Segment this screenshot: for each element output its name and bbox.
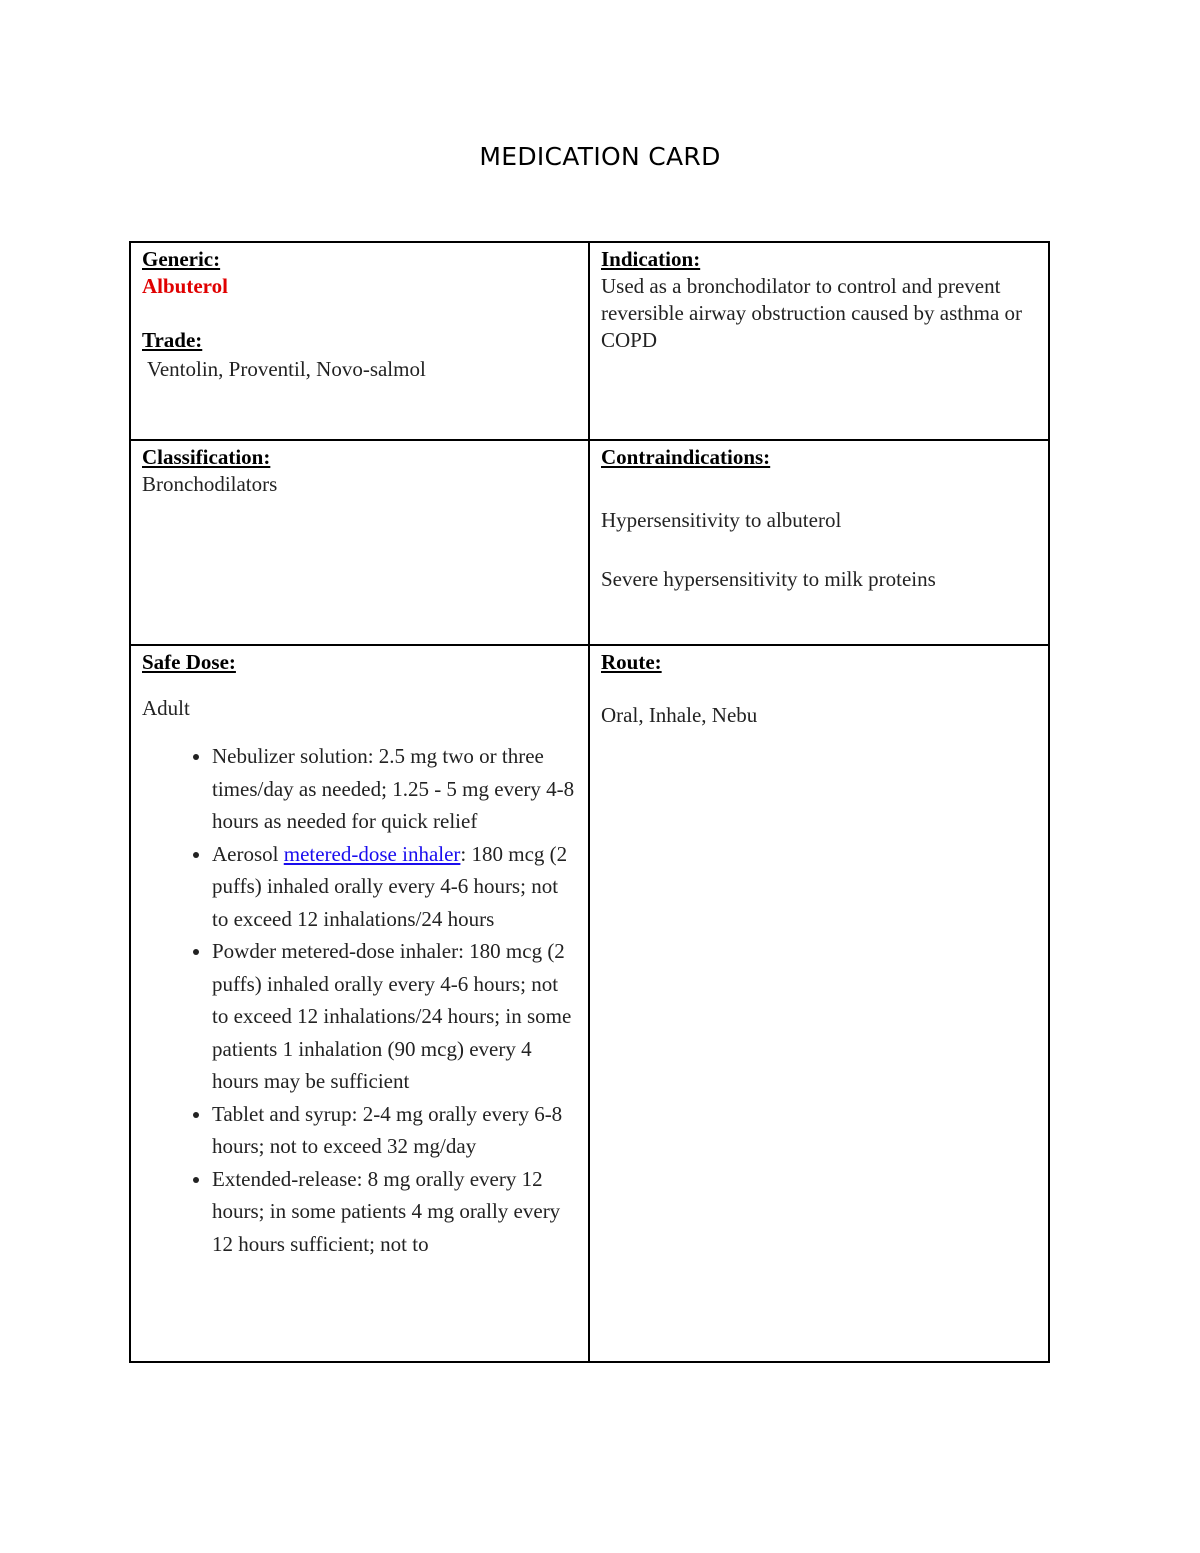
metered-dose-inhaler-link[interactable]: metered-dose inhaler: [283, 841, 461, 866]
indication-label: Indication:: [601, 247, 701, 271]
classification-value: Bronchodilators: [142, 472, 278, 496]
dose-item: [212, 838, 578, 936]
route-label: Route:: [601, 650, 662, 674]
generic-trade-cell: [130, 242, 589, 440]
classification-label: Classification:: [142, 445, 271, 469]
trade-label: Trade:: [142, 328, 203, 352]
safe-dose-label: Safe Dose:: [142, 650, 236, 674]
contraindications-cell: [589, 440, 1049, 645]
dose-item: • Extended-release: 8 mg orally every 12 hours; in some patients 4 mg orally every 12 hours sufficient; not to: [212, 1163, 578, 1261]
generic-label: Generic:: [142, 247, 221, 271]
classification-cell: [130, 440, 589, 645]
dose-item: • Tablet and syrup: 2-4 mg orally every 6-8 hours; not to exceed 32 mg/day: [212, 1098, 578, 1163]
page-title: MEDICATION CARD: [479, 142, 721, 171]
indication-cell: [589, 242, 1049, 440]
dose-item: • Nebulizer solution: 2.5 mg two or three times/day as needed; 1.25 - 5 mg every 4-8 hours as needed for quick relief: [212, 740, 578, 838]
medication-card-table: [129, 241, 1050, 1363]
generic-value: Albuterol: [142, 274, 228, 298]
dose-list: [142, 740, 578, 1260]
contraindication-item: Hypersensitivity to albuterol: [601, 508, 842, 532]
dose-group-adult: Adult: [142, 696, 190, 720]
contraindications-label: Contraindications:: [601, 445, 771, 469]
indication-value: Used as a bronchodilator to control and prevent reversible airway obstruction caused by asthma or COPD: [601, 274, 1023, 352]
contraindication-item: Severe hypersensitivity to milk proteins: [601, 567, 936, 591]
dose-item-prefix: Aerosol: [212, 841, 284, 866]
dose-item: • Powder metered-dose inhaler: 180 mcg (2 puffs) inhaled orally every 4-6 hours; not to exceed 12 inhalations/24 hours; in some patients 1 inhalation (90 mcg) every 4 hours may be sufficient: [212, 935, 578, 1098]
trade-value: Ventolin, Proventil, Novo-salmol: [147, 357, 426, 381]
route-cell: [589, 645, 1049, 1362]
route-value: Oral, Inhale, Nebu: [601, 703, 758, 727]
safe-dose-cell: [130, 645, 589, 1362]
dose-item-suffix: : 180 mcg (2 puffs) inhaled orally every 4-6 hours; not to exceed 12 inhalations/24 hours: [212, 841, 568, 931]
